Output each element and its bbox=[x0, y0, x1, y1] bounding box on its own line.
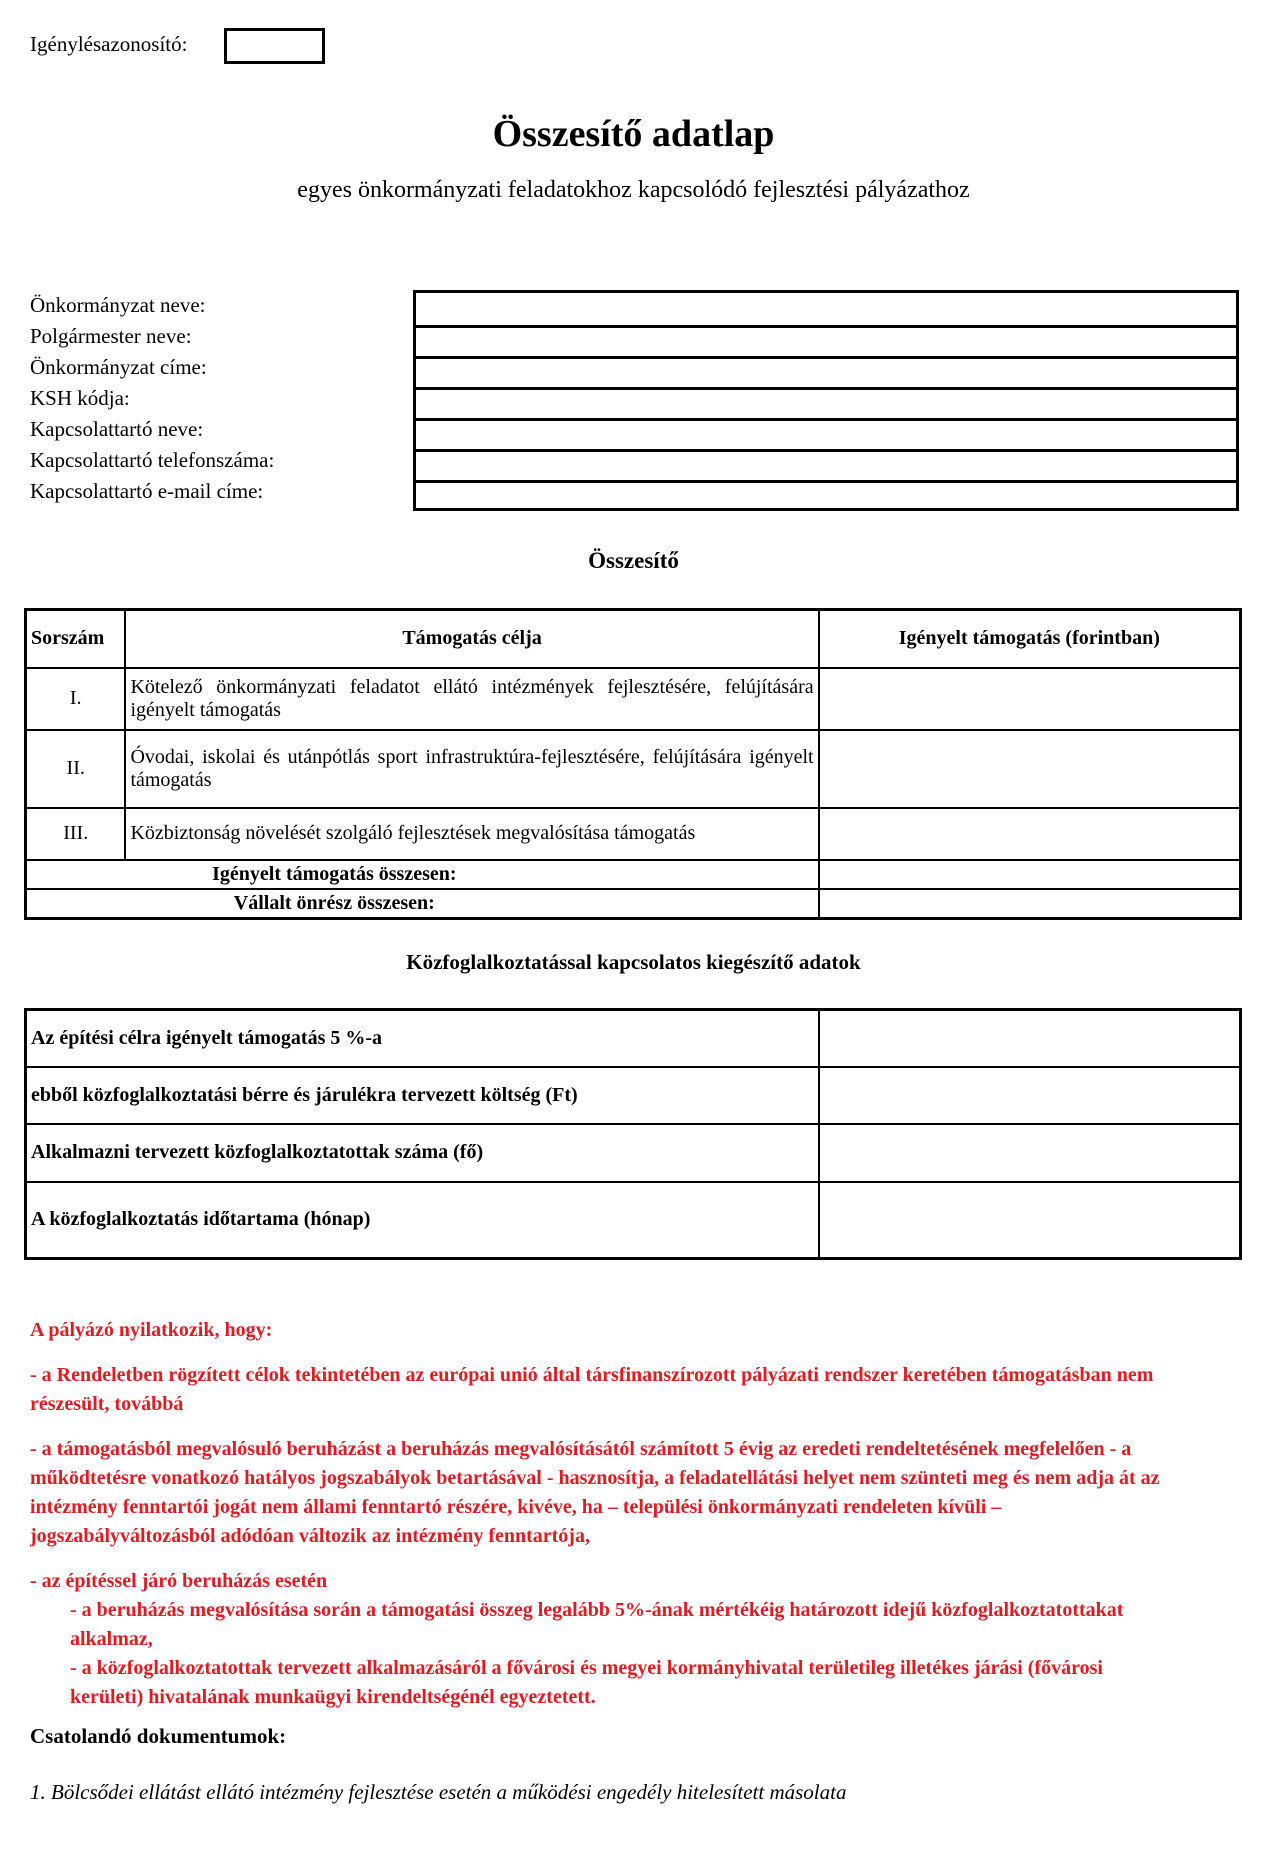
field-divider bbox=[416, 449, 1236, 452]
col-header-amount: Igényelt támogatás (forintban) bbox=[819, 610, 1241, 668]
pw-row-label: A közfoglalkoztatás időtartama (hónap) bbox=[26, 1182, 819, 1259]
declaration-block bbox=[30, 1316, 1180, 1712]
municipality-address-label: Önkormányzat címe: bbox=[30, 355, 207, 379]
public-work-table bbox=[24, 1008, 1242, 1260]
declaration-intro: A pályázó nyilatkozik, hogy: bbox=[30, 1319, 273, 1341]
municipality-name-label: Önkormányzat neve: bbox=[30, 293, 206, 317]
public-work-title: Közfoglalkoztatással kapcsolatos kiegészítő adatok bbox=[406, 950, 861, 974]
row-purpose: Közbiztonság növelését szolgáló fejlesztések megvalósítása támogatás bbox=[125, 808, 818, 860]
row-amount-field[interactable] bbox=[819, 668, 1241, 730]
col-header-number: Sorszám bbox=[26, 610, 126, 668]
ksh-code-label: KSH kódja: bbox=[30, 386, 130, 410]
row-purpose: Óvodai, iskolai és utánpótlás sport infrastruktúra-fejlesztésére, felújítására igényelt támogatás bbox=[125, 730, 818, 808]
row-number: II. bbox=[26, 730, 126, 808]
table-row bbox=[26, 1182, 1241, 1259]
total-own-label: Vállalt önrész összesen: bbox=[26, 889, 819, 919]
pw-row-field[interactable] bbox=[819, 1124, 1241, 1182]
pw-row-label: Az építési célra igényelt támogatás 5 %-a bbox=[26, 1010, 819, 1067]
table-row bbox=[26, 1067, 1241, 1124]
row-number: III. bbox=[26, 808, 126, 860]
total-requested-label: Igényelt támogatás összesen: bbox=[26, 860, 819, 889]
col-header-purpose: Támogatás célja bbox=[125, 610, 818, 668]
total-requested-field[interactable] bbox=[819, 860, 1241, 889]
summary-title: Összesítő bbox=[588, 548, 679, 573]
total-own-row bbox=[26, 889, 1241, 919]
table-row bbox=[26, 808, 1241, 860]
field-divider bbox=[416, 356, 1236, 359]
pw-row-label: ebből közfoglalkoztatási bérre és járulékra tervezett költség (Ft) bbox=[26, 1067, 819, 1124]
summary-table bbox=[24, 608, 1242, 920]
field-divider bbox=[416, 480, 1236, 483]
table-row bbox=[26, 1124, 1241, 1182]
attachment-item: 1. Bölcsődei ellátást ellátó intézmény fejlesztése esetén a működési engedély hitelesített másolata bbox=[30, 1780, 847, 1804]
contact-email-label: Kapcsolattartó e-mail címe: bbox=[30, 479, 264, 503]
row-number: I. bbox=[26, 668, 126, 730]
total-own-field[interactable] bbox=[819, 889, 1241, 919]
declaration-paragraph-2: - a támogatásból megvalósuló beruházást a beruházás megvalósításától számított 5 évig az eredeti rendeltetésének megfelelően - a működtetésre vonatkozó hatályos jogszabályok betartásával - hasznosítja, a feladatellátási helyet nem szünteti meg és nem adja át az intézmény fenntartói jogát nem állami fenntartó részére, kivéve, ha – települési önkormányzati rendeleten kívüli – jogszabályváltozásból adódóan változik az intézmény fenntartója, bbox=[30, 1438, 1160, 1547]
total-requested-row bbox=[26, 860, 1241, 889]
declaration-paragraph-3a: - a beruházás megvalósítása során a támogatási összeg legalább 5%-ának mértékéig határozott idejű közfoglalkoztatottakat alkalmaz, bbox=[70, 1599, 1124, 1650]
field-divider bbox=[416, 418, 1236, 421]
row-amount-field[interactable] bbox=[819, 808, 1241, 860]
attachments-title: Csatolandó dokumentumok: bbox=[30, 1724, 287, 1748]
pw-row-label: Alkalmazni tervezett közfoglalkoztatottak száma (fő) bbox=[26, 1124, 819, 1182]
page-subtitle: egyes önkormányzati feladatokhoz kapcsolódó fejlesztési pályázathoz bbox=[297, 177, 970, 203]
mayor-name-label: Polgármester neve: bbox=[30, 324, 192, 348]
row-amount-field[interactable] bbox=[819, 730, 1241, 808]
table-row bbox=[26, 730, 1241, 808]
declaration-paragraph-3-head: - az építéssel járó beruházás esetén bbox=[30, 1570, 328, 1592]
table-header-row bbox=[26, 610, 1241, 668]
declaration-paragraph-3b: - a közfoglalkoztatottak tervezett alkalmazásáról a fővárosi és megyei kormányhivatal területileg illetékes járási (fővárosi kerületi) hivatalának munkaügyi kirendeltségénél egyeztetett. bbox=[70, 1657, 1103, 1708]
table-row bbox=[26, 668, 1241, 730]
contact-name-label: Kapcsolattartó neve: bbox=[30, 417, 204, 441]
table-row bbox=[26, 1010, 1241, 1067]
field-divider bbox=[416, 387, 1236, 390]
contact-phone-label: Kapcsolattartó telefonszáma: bbox=[30, 448, 275, 472]
pw-row-field[interactable] bbox=[819, 1067, 1241, 1124]
field-divider bbox=[416, 325, 1236, 328]
pw-row-field[interactable] bbox=[819, 1010, 1241, 1067]
declaration-paragraph-1: - a Rendeletben rögzített célok tekintetében az európai unió által társfinanszírozott pályázati rendszer keretében támogatásban nem részesült, továbbá bbox=[30, 1364, 1154, 1415]
page-title: Összesítő adatlap bbox=[492, 113, 775, 155]
request-id-label: Igénylésazonosító: bbox=[30, 32, 188, 56]
pw-row-field[interactable] bbox=[819, 1182, 1241, 1259]
row-purpose: Kötelező önkormányzati feladatot ellátó intézmények fejlesztésére, felújítására igényelt támogatás bbox=[125, 668, 818, 730]
request-id-field[interactable] bbox=[224, 28, 325, 64]
info-labels bbox=[30, 290, 274, 507]
info-fields-box[interactable] bbox=[413, 290, 1239, 511]
